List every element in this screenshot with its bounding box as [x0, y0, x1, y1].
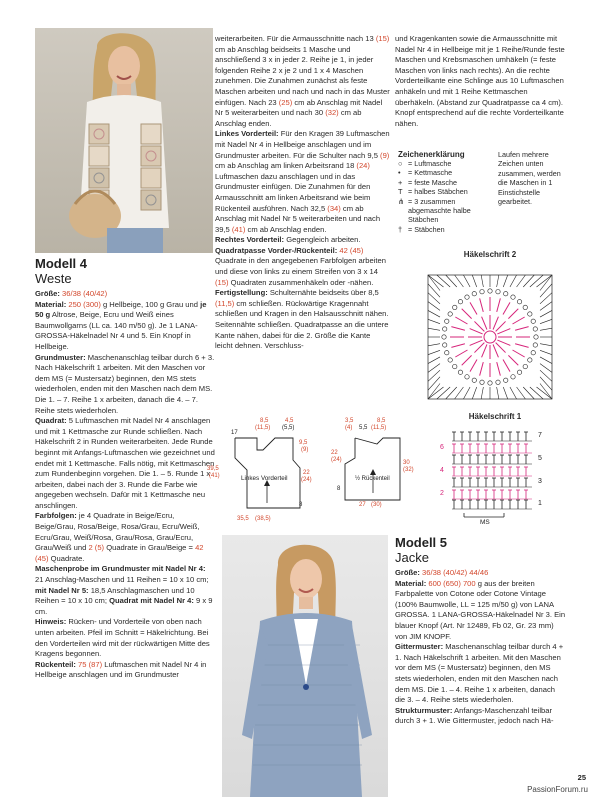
round-stitch — [462, 355, 472, 365]
chain-stitch — [504, 378, 508, 382]
dim-27: 27 — [359, 502, 366, 508]
col2-text-c: cm ab Anschlag beidseits 1 Masche und anschließend 3 x in jeder 2. Reihe je 1, in jeder folgenden Reihe 2 x je 2 und 1 x 4 Maschen zunehmen. Die Zunahmen zunächst als feste Maschen arbeiten und nach und nach in das Muster einfügen. Nach 23 — [215, 44, 390, 107]
m5-material-label: Material: — [395, 578, 427, 588]
outer-stitch — [540, 350, 552, 354]
chain-stitch — [488, 289, 492, 293]
grundmuster-paragraph — [35, 353, 215, 417]
fs-text-a: Schulternähte beidseits über 8,5 — [267, 288, 379, 298]
round-stitch — [474, 321, 484, 331]
legend-label: = Luftmasche — [408, 159, 452, 168]
maschenprobe-quadrat: Quadrat mit Nadel Nr 4: — [109, 596, 194, 606]
outer-stitch — [540, 344, 552, 346]
haekelschrift-1-title: Häkelschrift 1 — [468, 412, 522, 421]
dim-32: (32) — [403, 467, 414, 473]
rueckenteil-continued — [215, 34, 390, 129]
dim-5-5: 5,5 — [359, 425, 368, 431]
round-stitch — [513, 317, 525, 324]
farbfolgen-text-1: je 4 Quadrate in Beige/Ecru, Beige/Grau, Rosa/Beige, Rosa/Grau, Ecru/Weiß, Ecru/Grau, Weiß/Rosa, Grau/Rosa, Grau/Ecru, Grau/Weiß und — [35, 511, 200, 553]
quadrat-label: Quadrat: — [35, 416, 67, 426]
farbfolgen-text-2: Quadrate in Grau/Beige = — [104, 543, 196, 553]
col2-text-a: weiterarbeiten. Für die Armausschnitte nach 13 — [215, 34, 376, 43]
fertigstellung-paragraph — [215, 288, 390, 352]
round-stitch — [515, 327, 529, 331]
material-text-2: Altrose, Beige, Ecru und Weiß eines Baumwollgarns (LL ca. 140 m/50 g). Je 1 LANA-GROSSA-Häkelnadel Nr 4 und 5. Ein Knopf in Hellbeige. — [35, 310, 198, 351]
outer-stitch — [428, 370, 440, 381]
chain-stitch — [445, 319, 449, 323]
dim-30: 30 — [403, 460, 410, 466]
m5-gitter-text: Maschenanschlag teilbar durch 4 + 1. Nach Häkelschrift 1 arbeiten. Mit den Maschen vor dem MS (= Mustersatz) beginnen, den MS stets wiederholen, enden mit den Maschen nach dem MS. Die 1. – 4. Reihe 1 x arbeiten, danach die 3. – 4. Reihe stets wiederholen. — [395, 642, 564, 705]
chain-stitch — [465, 295, 469, 299]
round-stitch — [513, 350, 525, 357]
round-stitch — [497, 298, 501, 312]
qp-val-d: (15) — [215, 277, 229, 287]
outer-stitch — [481, 275, 483, 287]
outer-stitch — [503, 387, 507, 399]
outer-stitch — [530, 387, 543, 399]
fs-text-c: cm schließen. Rückwärtige Kragennaht schließen und Kragen in den Halsausschnitt nähen. Seitennähte schließen. Quadratpasse an die untere Kante nähen, dabei für die 2. Größe die Kante leicht dehnen. Verschluss- — [215, 298, 389, 351]
chain-stitch — [488, 381, 492, 385]
legend-note: Laufen mehrere Zeichen unten zusammen, werden die Maschen in 1 Einstichstelle gearbeitet. — [498, 150, 561, 207]
m5-material-text: g aus der breiten Farbpalette von Cotone oder Cotone Vintage (100% Baumwolle, LL = 125 m/50 g) von LANA GROSSA. 1 LANA-GROSSA-Häkelnadel Nr 3. Ein blauer Knopf (Art. Nr 12489, Fb 02, Gr. 23 mm) von JIM KNOPF. — [395, 578, 566, 641]
legend-item-feste-masche — [398, 178, 492, 187]
schema-right — [325, 408, 425, 508]
outer-stitch — [497, 387, 499, 399]
row-label-2: 2 — [440, 490, 444, 497]
col2-val-b: (15) — [375, 34, 390, 43]
round-stitch — [462, 309, 472, 319]
page-number: 25 — [577, 773, 586, 782]
haekelschrift-2-diagram — [405, 262, 575, 412]
m5-groesse-label: Größe: — [395, 568, 420, 577]
rechtes-vorderteil-label: Rechtes Vorderteil: — [215, 235, 285, 245]
outer-stitch — [428, 328, 440, 330]
outer-stitch — [428, 310, 440, 317]
chain-stitch — [511, 295, 515, 299]
chain-stitch — [504, 292, 508, 296]
legend-label: = Stäbchen — [408, 224, 445, 234]
linkes-vorderteil-label: Linkes Vorderteil: — [215, 129, 279, 139]
outer-stitch — [510, 275, 517, 287]
hinweis-paragraph — [35, 617, 215, 659]
chain-stitch — [531, 351, 535, 355]
round-stitch — [480, 298, 484, 312]
dim-11-5: (11,5) — [255, 425, 271, 431]
quadrat-text: 5 Luftmaschen mit Nadel Nr 4 anschlagen und mit 1 Kettmasche zur Runde schließen. Nach Häkelschrift 2 in Runden weiterarbeiten. Jede Runde beginnt mit Anfangs-Luftmaschen wie gezeichnet und endet mit 1 Kettmasche. Falls nötig, mit Kettmaschen zum Rundenbeginn vorgehen. Die 1. – 5. Runde 1 x arbeiten, dabei nach der 3. Runde die Farbe wie angegeben wechseln. Dafür mit 1 Kettmasche neu anschlingen. — [35, 416, 215, 510]
m5-groesse-paragraph — [395, 568, 567, 579]
center-ring — [484, 331, 496, 343]
modell4-title: Modell 4 — [35, 256, 88, 271]
outer-stitch — [523, 387, 534, 399]
round-stitch — [493, 344, 498, 357]
farbfolgen-total: 42 (45) — [35, 543, 204, 563]
round-stitch — [470, 302, 477, 314]
legend — [398, 150, 578, 234]
footer-url: PassionForum.ru — [527, 785, 588, 794]
outer-stitch — [428, 319, 440, 323]
outer-stitch — [428, 293, 440, 304]
outer-stitch — [530, 275, 543, 287]
dim-8-5: 8,5 — [260, 418, 269, 424]
outer-stitch — [540, 370, 552, 381]
rueckenteil-label: Rückenteil: — [35, 659, 76, 669]
chain-stitch — [523, 305, 527, 309]
dim-22: 22 — [303, 470, 310, 476]
round-stitch — [496, 321, 506, 331]
lv-text-i: cm ab Anschlag enden. — [245, 224, 327, 234]
material-paragraph — [35, 300, 215, 353]
square-outline — [428, 275, 552, 399]
dim-3-5: 3,5 — [345, 418, 354, 424]
column-1 — [35, 257, 215, 681]
rueckenteil-outline — [345, 438, 400, 500]
chain-stitch — [480, 380, 484, 384]
chain-stitch — [533, 343, 537, 347]
m5-struktur-paragraph — [395, 706, 567, 727]
chain-stitch — [528, 312, 532, 316]
material-je50: je 50 g — [35, 299, 207, 320]
outer-stitch — [428, 302, 440, 311]
outer-stitch — [540, 302, 552, 311]
row-label-6: 6 — [440, 444, 444, 451]
round-stitch — [482, 344, 487, 357]
outer-stitch — [540, 293, 552, 304]
chain-stitch — [465, 375, 469, 379]
chain-stitch — [533, 327, 537, 331]
legend-title: Zeichenerklärung — [398, 150, 465, 159]
hinweis-text: Rücken- und Vorderteile von oben nach unten arbeiten. Pfeil im Schnitt = Häkelrichtung. Bei den Vorderteilen wird mit der rückwärtigen Mitte des Kragens begonnen. — [35, 617, 210, 659]
quadratpasse-paragraph — [215, 246, 390, 288]
m5-struktur-label: Strukturmuster: — [395, 705, 453, 715]
outer-stitch — [463, 387, 470, 399]
dim-9: (9) — [301, 447, 309, 453]
model5-photo — [222, 535, 388, 797]
outer-stitch — [523, 275, 534, 287]
outer-stitch — [517, 275, 526, 287]
qp-text-c: Quadrate in den angegebenen Farbfolgen arbeiten und diese von links zu einem Streifen von 3 x 14 — [215, 256, 386, 277]
m5-struktur-text: Anfangs-Maschenzahl teilbar durch 3 + 1. Wie Gittermuster, jedoch nach Hä- — [395, 705, 554, 726]
model4-photo — [35, 28, 213, 253]
legend-label: = halbes Stäbchen — [408, 187, 468, 197]
schema-part-label: Linkes Vorderteil — [241, 475, 288, 482]
feste-masche-icon: + — [398, 177, 403, 187]
row-label-4: 4 — [440, 467, 444, 474]
chain-stitch — [442, 343, 446, 347]
outer-stitch — [437, 387, 450, 399]
legend-item-luftmasche — [398, 159, 492, 168]
linkes-vorderteil-paragraph — [215, 129, 390, 235]
round-stitch — [503, 360, 510, 372]
quadrat-paragraph — [35, 416, 215, 511]
legend-item-3-zusammen — [398, 197, 492, 225]
outer-stitch — [428, 357, 440, 364]
col2-val-d: (25) — [278, 97, 293, 107]
modell4-subtitle: Weste — [35, 271, 72, 286]
lv-val-f: (34) — [327, 203, 341, 213]
m5-material-paragraph — [395, 579, 567, 643]
legend-label: = feste Masche — [408, 177, 457, 187]
chain-stitch — [511, 375, 515, 379]
rechtes-vorderteil-paragraph — [215, 235, 390, 246]
chain-stitch — [442, 335, 446, 339]
outer-stitch — [540, 364, 552, 373]
round-stitch — [455, 317, 467, 324]
dim-5-5: (5,5) — [282, 425, 295, 431]
maschenprobe-label: Maschenprobe im Grundmuster mit Nadel Nr 4: — [35, 564, 206, 574]
round-stitch — [480, 362, 484, 376]
round-stitch — [497, 362, 501, 376]
chain-stitch — [453, 364, 457, 368]
farbfolgen-paragraph — [35, 511, 215, 564]
quadratpasse-label: Quadratpasse Vorder-/Rückenteil: — [215, 245, 338, 255]
round-stitch — [482, 317, 487, 330]
round-stitch — [497, 329, 510, 334]
outer-stitch — [428, 364, 440, 373]
round-stitch — [508, 309, 518, 319]
round-stitch — [503, 302, 510, 314]
chain-stitch — [453, 305, 457, 309]
chain-stitch — [472, 292, 476, 296]
chain-stitch — [458, 300, 462, 304]
col2-val-f: (32) — [325, 108, 339, 118]
ms-label: MS — [480, 519, 490, 525]
chain-stitch — [534, 335, 538, 339]
modell5-title: Modell 5 — [395, 535, 448, 550]
round-stitch — [496, 343, 506, 353]
round-stitch — [497, 340, 510, 345]
dim-38-5: (38,5) — [255, 516, 271, 522]
qp-text-e: Quadraten zusammenhäkeln oder -nähen. — [228, 277, 374, 287]
outer-stitch — [540, 310, 552, 317]
grundmuster-text: Maschenanschlag teilbar durch 6 + 3. Nach Häkelschrift 1 arbeiten. Mit den Maschen vor dem MS (= Mustersatz) beginnen, den MS stets wiederholen, enden mit den Maschen nach dem MS. Die 1. – 7. Reihe 1 x arbeiten, danach die 4. – 7. Reihe stets wiederholen. — [35, 352, 215, 415]
outer-stitch — [455, 275, 464, 287]
lv-text-g: cm ab Anschlag mit Nadel Nr 5 weiterarbeiten und nach 39,5 — [215, 203, 381, 234]
legend-item-halbes-staebchen — [398, 187, 492, 196]
fertigstellung-label: Fertigstellung: — [215, 288, 268, 298]
outer-stitch — [540, 319, 552, 323]
round-stitch — [470, 360, 477, 372]
outer-stitch — [497, 275, 499, 287]
m5-material-amount: 600 (650) 700 — [426, 578, 476, 588]
groesse-paragraph — [35, 289, 215, 300]
legend-label: = Kettmasche — [408, 168, 453, 178]
outer-stitch — [463, 275, 470, 287]
dim-8: 8 — [299, 502, 303, 508]
chain-stitch — [496, 380, 500, 384]
round-stitch — [470, 329, 483, 334]
luftmasche-icon: ○ — [398, 159, 403, 168]
modell5-subtitle: Jacke — [395, 550, 429, 565]
lv-val-b: (9) — [380, 150, 390, 160]
chain-stitch — [442, 327, 446, 331]
dim-41: (41) — [209, 473, 220, 479]
qp-val-a: 42 — [337, 245, 350, 255]
modell5-section — [395, 536, 567, 727]
outer-stitch — [446, 387, 457, 399]
halbes-staebchen-icon: T — [398, 187, 403, 197]
fs-val-b: (11,5) — [215, 298, 235, 308]
maschenprobe-text-1: 21 Anschlag-Maschen und 11 Reihen = 10 x 10 cm; — [35, 575, 209, 585]
outer-stitch — [472, 387, 476, 399]
chain-stitch — [445, 351, 449, 355]
round-stitch — [493, 317, 498, 330]
hinweis-label: Hinweis: — [35, 617, 67, 627]
rechtes-vorderteil-text: Gegengleich arbeiten. — [284, 235, 361, 245]
lv-val-d: (24) — [356, 161, 370, 171]
outer-stitch — [428, 350, 440, 354]
chain-stitch — [448, 312, 452, 316]
round-stitch — [515, 344, 529, 348]
chain-stitch — [472, 378, 476, 382]
round-stitch — [455, 350, 467, 357]
linkes-vorderteil-label — [241, 475, 288, 482]
dim-24: (24) — [301, 477, 312, 483]
outer-stitch — [540, 357, 552, 364]
col3-text: und Kragenkanten sowie die Armausschnitte mit Nadel Nr 4 in Hellbeige mit je 1 Reihe/Runde feste Maschen und Krebsmaschen umhäkeln (= feste Maschen von links nach rechts). An die rechte Vorderteilkante eine Schlinge aus 10 Luftmaschen anhäkeln und mit 1 Reihe Kettmaschen überhäkeln. (Abstand zur Quadratpasse ca 4 cm). Knopf entsprechend auf die rechte Vorderteilkante nähen. — [395, 34, 565, 128]
dim-24: (24) — [331, 457, 342, 463]
outer-stitch — [503, 275, 507, 287]
dim-4: (4) — [345, 425, 353, 431]
linkes-vorderteil-outline — [235, 438, 300, 508]
outer-stitch — [540, 284, 552, 297]
farbfolgen-count: 2 (5) — [88, 543, 105, 553]
round-stitch — [451, 327, 465, 331]
model4-photo-graphic — [35, 28, 213, 253]
col2-text-g: cm ab Anschlag enden. — [215, 108, 362, 128]
rueckenteil-count: 75 (87) — [75, 659, 103, 669]
outer-stitch — [428, 284, 440, 297]
grundmuster-label: Grundmuster: — [35, 352, 86, 362]
outer-stitch — [472, 275, 476, 287]
farbfolgen-label: Farbfolgen: — [35, 511, 77, 521]
rueckenteil-label: ½ Rückenteil — [355, 476, 390, 482]
chain-stitch — [528, 358, 532, 362]
schema-left — [205, 408, 325, 528]
column-3 — [395, 34, 565, 129]
round-stitch — [451, 344, 465, 348]
lv-text-c: cm ab Anschlag am linken Arbeitsrand 18 — [215, 161, 357, 171]
farbfolgen-text-3: Quadrate. — [48, 553, 85, 563]
row-label-7: 7 — [538, 432, 542, 439]
outer-stitch — [428, 377, 440, 390]
dim-9-5: 9,5 — [299, 440, 308, 446]
lv-text-e: Luftmaschen dazu anschlagen und in das Grundmuster einfügen. Die Zunahmen für den Armausschnitt am linken Arbeitsrand wie beim Rückenteil ausführen. Nach 32,5 — [215, 171, 371, 213]
round-stitch — [470, 340, 483, 345]
material-amount: 250 (300) — [66, 299, 101, 309]
arrow-head-icon — [370, 469, 376, 475]
chain-stitch — [523, 364, 527, 368]
chain-stitch — [517, 370, 521, 374]
maschenprobe-text-2: 18,5 Anschlagmaschen und 10 Reihen = 10 x 10 cm; — [35, 585, 195, 606]
chain-stitch — [480, 289, 484, 293]
dim-30b: (30) — [371, 502, 382, 508]
maschenprobe-text-3: 9 x 9 cm. — [35, 596, 213, 616]
legend-item-staebchen — [398, 225, 492, 234]
material-text-1: g Hellbeige, 100 g Grau und — [100, 299, 201, 309]
row-label-1: 1 — [538, 500, 542, 507]
chain-stitch — [531, 319, 535, 323]
dim-39-5: 39,5 — [207, 466, 219, 472]
three-together-icon: ⋔ — [398, 196, 405, 206]
maschenprobe-paragraph — [35, 564, 215, 617]
col2-text-e: cm ab Anschlag mit Nadel Nr 5 weiterarbeiten und nach 30 — [215, 97, 383, 118]
round-stitch — [508, 355, 518, 365]
chain-stitch — [448, 358, 452, 362]
row-label-3: 3 — [538, 478, 542, 485]
rueckenteil-text: Luftmaschen mit Nadel Nr 4 in Hellbeige anschlagen und im Grundmuster — [35, 659, 207, 680]
dim-4-5: 4,5 — [285, 418, 294, 424]
lv-text-a: Für den Kragen 39 Luftmaschen mit Nadel Nr 4 in Hellbeige anschlagen und im Grundmuster arbeiten. Für die Schulter nach 9,5 — [215, 129, 390, 160]
dim-8: 8 — [337, 486, 341, 492]
outer-stitch — [540, 328, 552, 330]
dim-35-5: 35,5 — [237, 516, 249, 522]
m5-gitter-label: Gittermuster: — [395, 642, 444, 652]
dim-22: 22 — [331, 450, 338, 456]
outer-stitch — [540, 377, 552, 390]
column-2 — [215, 34, 390, 352]
kettmasche-icon: • — [398, 168, 401, 178]
staebchen-icon: † — [398, 224, 403, 234]
outer-stitch — [481, 387, 483, 399]
groesse-value: 36/38 (40/42) — [59, 289, 108, 298]
chain-stitch — [496, 289, 500, 293]
dim-11-5: (11,5) — [371, 425, 387, 431]
outer-stitch — [446, 275, 457, 287]
outer-stitch — [517, 387, 526, 399]
material-label: Material: — [35, 299, 67, 309]
rueckenteil-paragraph — [35, 660, 215, 681]
haekelschrift-1-diagram — [428, 425, 548, 525]
legend-label: = 3 zusammen abgemaschte halbe Stäbchen — [408, 196, 471, 225]
dim-17: 17 — [231, 430, 238, 436]
round-stitch — [474, 343, 484, 353]
chain-stitch — [458, 370, 462, 374]
model5-photo-graphic — [222, 535, 388, 797]
outer-stitch — [428, 344, 440, 346]
outer-stitch — [455, 387, 464, 399]
outer-stitch — [510, 387, 517, 399]
groesse-label: Größe: — [35, 289, 60, 298]
chain-stitch — [517, 300, 521, 304]
outer-stitch — [437, 275, 450, 287]
m5-gitter-paragraph — [395, 642, 567, 706]
legend-item-kettmasche — [398, 168, 492, 177]
lv-val-h: (41) — [231, 224, 246, 234]
m5-groesse-value: 36/38 (40/42) 44/46 — [419, 568, 489, 577]
row-label-5: 5 — [538, 455, 542, 462]
qp-val-b: (45) — [349, 245, 364, 255]
haekelschrift-2-title: Häkelschrift 2 — [463, 250, 517, 259]
maschenprobe-nadel5: mit Nadel Nr 5: — [35, 585, 89, 595]
dim-8-5: 8,5 — [377, 418, 386, 424]
